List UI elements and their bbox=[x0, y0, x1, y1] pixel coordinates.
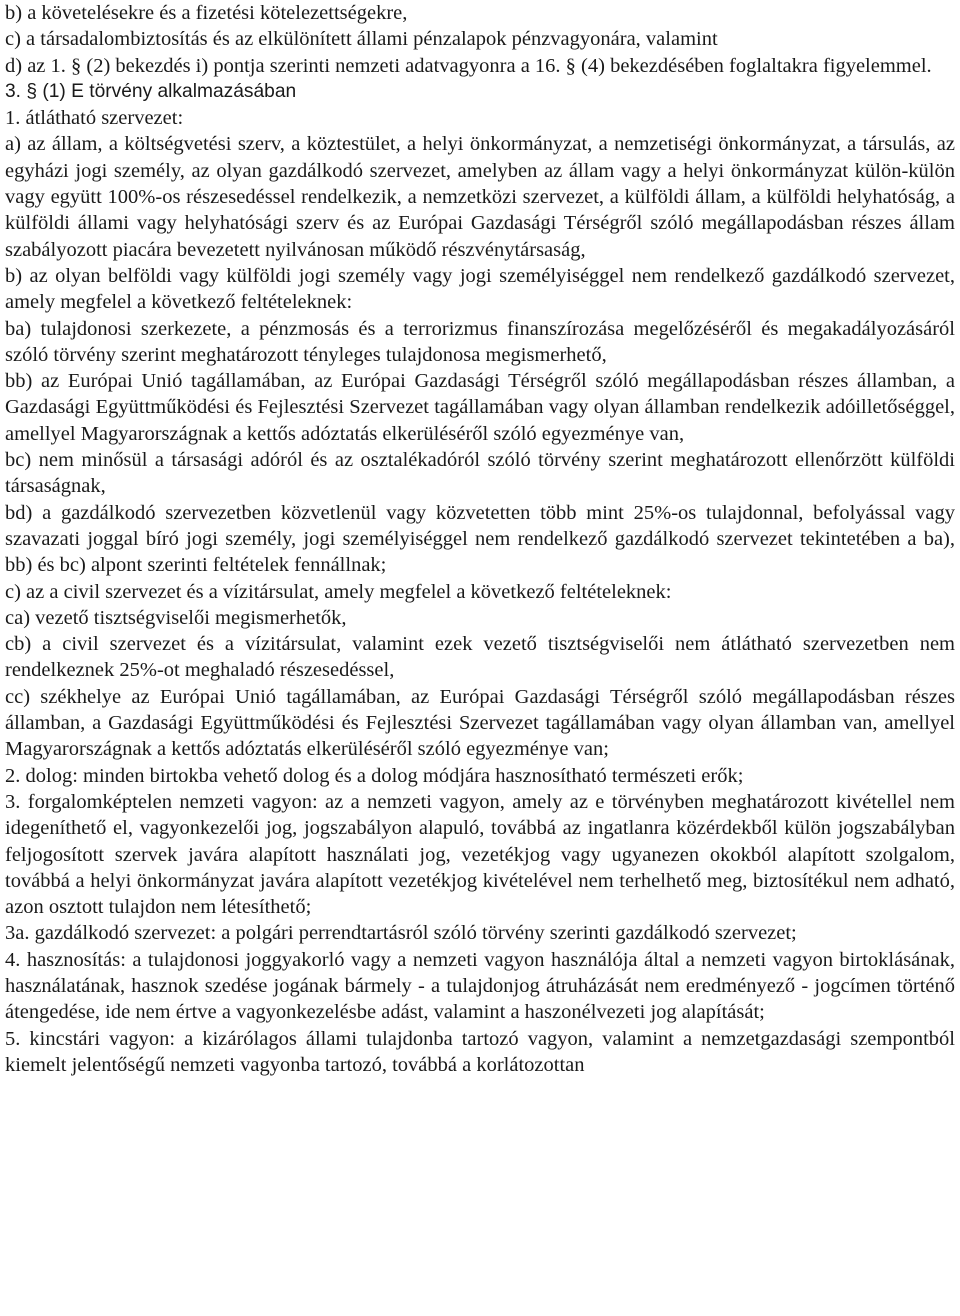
definition-1-ca: ca) vezető tisztségviselői megismerhetők, bbox=[5, 606, 347, 629]
definition-1-c: c) az a civil szervezet és a vízitársulat, amely megfelel a következő feltételeknek: bbox=[5, 580, 672, 603]
definition-1-cb: cb) a civil szervezet és a vízitársulat, valamint ezek vezető tisztségviselői nem átlátható szervezetben nem rendelkeznek 25%-ot meghaladó részesedéssel, bbox=[5, 633, 955, 682]
section-heading-3: 3. § (1) E törvény alkalmazásában bbox=[5, 80, 297, 102]
definition-2-dolog: 2. dolog: minden birtokba vehető dolog és a dolog módjára hasznosítható természeti erők; bbox=[5, 764, 744, 787]
paragraph-c-tarsadalombiztositas: c) a társadalombiztosítás és az elkülönített állami pénzalapok pénzvagyonára, valamint bbox=[5, 28, 718, 51]
definition-3-forgalomkeptelen: 3. forgalomképtelen nemzeti vagyon: az a nemzeti vagyon, amely az e törvényben meghatározott kivétellel nem idegeníthető el, vagyonkezelői jog, jogszabályon alapuló, továbbá az ingatlanra közérdekből külön jogszabályban feljogosított szervek javára alapított használati jog, vezetékjog vagy ugyanezen okokból alapított szolgalom, továbbá a helyi önkormányzat javára alapított vezetékjog kivételével nem terhelhető meg, biztosítékul nem adható, azon osztott tulajdon nem létesíthető; bbox=[5, 790, 955, 919]
document-page bbox=[5, 0, 955, 1078]
definition-1-bd: bd) a gazdálkodó szervezetben közvetlenül vagy közvetetten több mint 25%-os tulajdonnal, befolyással vagy szavazati joggal bíró jogi személy, jogi személyiséggel nem rendelkező gazdálkodó szervezet tekintetében a ba), bb) és bc) alpont szerinti feltételek fennállnak; bbox=[5, 501, 955, 577]
definition-1-cc: cc) székhelye az Európai Unió tagállamában, az Európai Gazdasági Térségről szóló megállapodásban részes államban, a Gazdasági Együttműködési és Fejlesztési Szervezet tagállamában vagy olyan államban van, amellyel Magyarországnak a kettős adóztatás elkerüléséről szóló egyezménye van; bbox=[5, 685, 955, 761]
definition-4-hasznositas: 4. hasznosítás: a tulajdonosi joggyakorló vagy a nemzeti vagyon használója által a nemzeti vagyon birtoklásának, használatának, hasznok szedése jogának bármely - a tulajdonjog átruházását nem eredményező - jogcímen történő átengedése, ide nem értve a vagyonkezelésbe adást, valamint a haszonélvezeti jog alapítását; bbox=[5, 948, 955, 1024]
definition-1-a: a) az állam, a költségvetési szerv, a köztestület, a helyi önkormányzat, a nemzetiségi önkormányzat, a társulás, az egyházi jogi személy, az olyan gazdálkodó szervezet, amelyben az állam vagy a helyi önkormányzat külön-külön vagy együtt 100%-os részesedéssel rendelkezik, a nemzetközi szervezet, a külföldi állam, a külföldi helyhatóság, a külföldi állami vagy helyhatósági szerv és az Európai Gazdasági Térségről szóló megállapodásban részes állam szabályozott piacára bevezetett nyilvánosan működő részvénytársaság, bbox=[5, 133, 955, 261]
paragraph-d-adatvagyon: d) az 1. § (2) bekezdés i) pontja szerinti nemzeti adatvagyonra a 16. § (4) bekezdésében foglaltakra figyelemmel. bbox=[5, 54, 932, 77]
paragraph-b-kovetelesek: b) a követelésekre és a fizetési kötelezettségekre, bbox=[5, 2, 408, 24]
definition-1-atlathato-szervezet: 1. átlátható szervezet: bbox=[5, 107, 184, 130]
definition-1-bc: bc) nem minősül a társasági adóról és az osztalékadóról szóló törvény szerint meghatározott ellenőrzött külföldi társaságnak, bbox=[5, 449, 955, 498]
definition-1-b: b) az olyan belföldi vagy külföldi jogi személy vagy jogi személyiséggel nem rendelkező gazdálkodó szervezet, amely megfelel a következő feltételeknek: bbox=[5, 264, 955, 314]
definition-5-kincstari-vagyon: 5. kincstári vagyon: a kizárólagos állami tulajdonba tartozó vagyon, valamint a nemzetgazdasági szempontból kiemelt jelentőségű nemzeti vagyonba tartozó, továbbá a korlátozottan bbox=[5, 1027, 955, 1076]
definition-3a-gazdalkodo: 3a. gazdálkodó szervezet: a polgári perrendtartásról szóló törvény szerinti gazdálkodó szervezet; bbox=[5, 922, 797, 945]
definition-1-ba: ba) tulajdonosi szerkezete, a pénzmosás és a terrorizmus finanszírozása megelőzéséről és megakadályozásáról szóló törvény szerint meghatározott tényleges tulajdonosa megismerhető, bbox=[5, 317, 955, 366]
definition-1-bb: bb) az Európai Unió tagállamában, az Európai Gazdasági Térségről szóló megállapodásban részes államban, a Gazdasági Együttműködési és Fejlesztési Szervezet tagállamában vagy olyan államban rendelkezik adóilletőséggel, amellyel Magyarországnak a kettős adóztatás elkerüléséről szóló egyezménye van, bbox=[5, 370, 955, 445]
